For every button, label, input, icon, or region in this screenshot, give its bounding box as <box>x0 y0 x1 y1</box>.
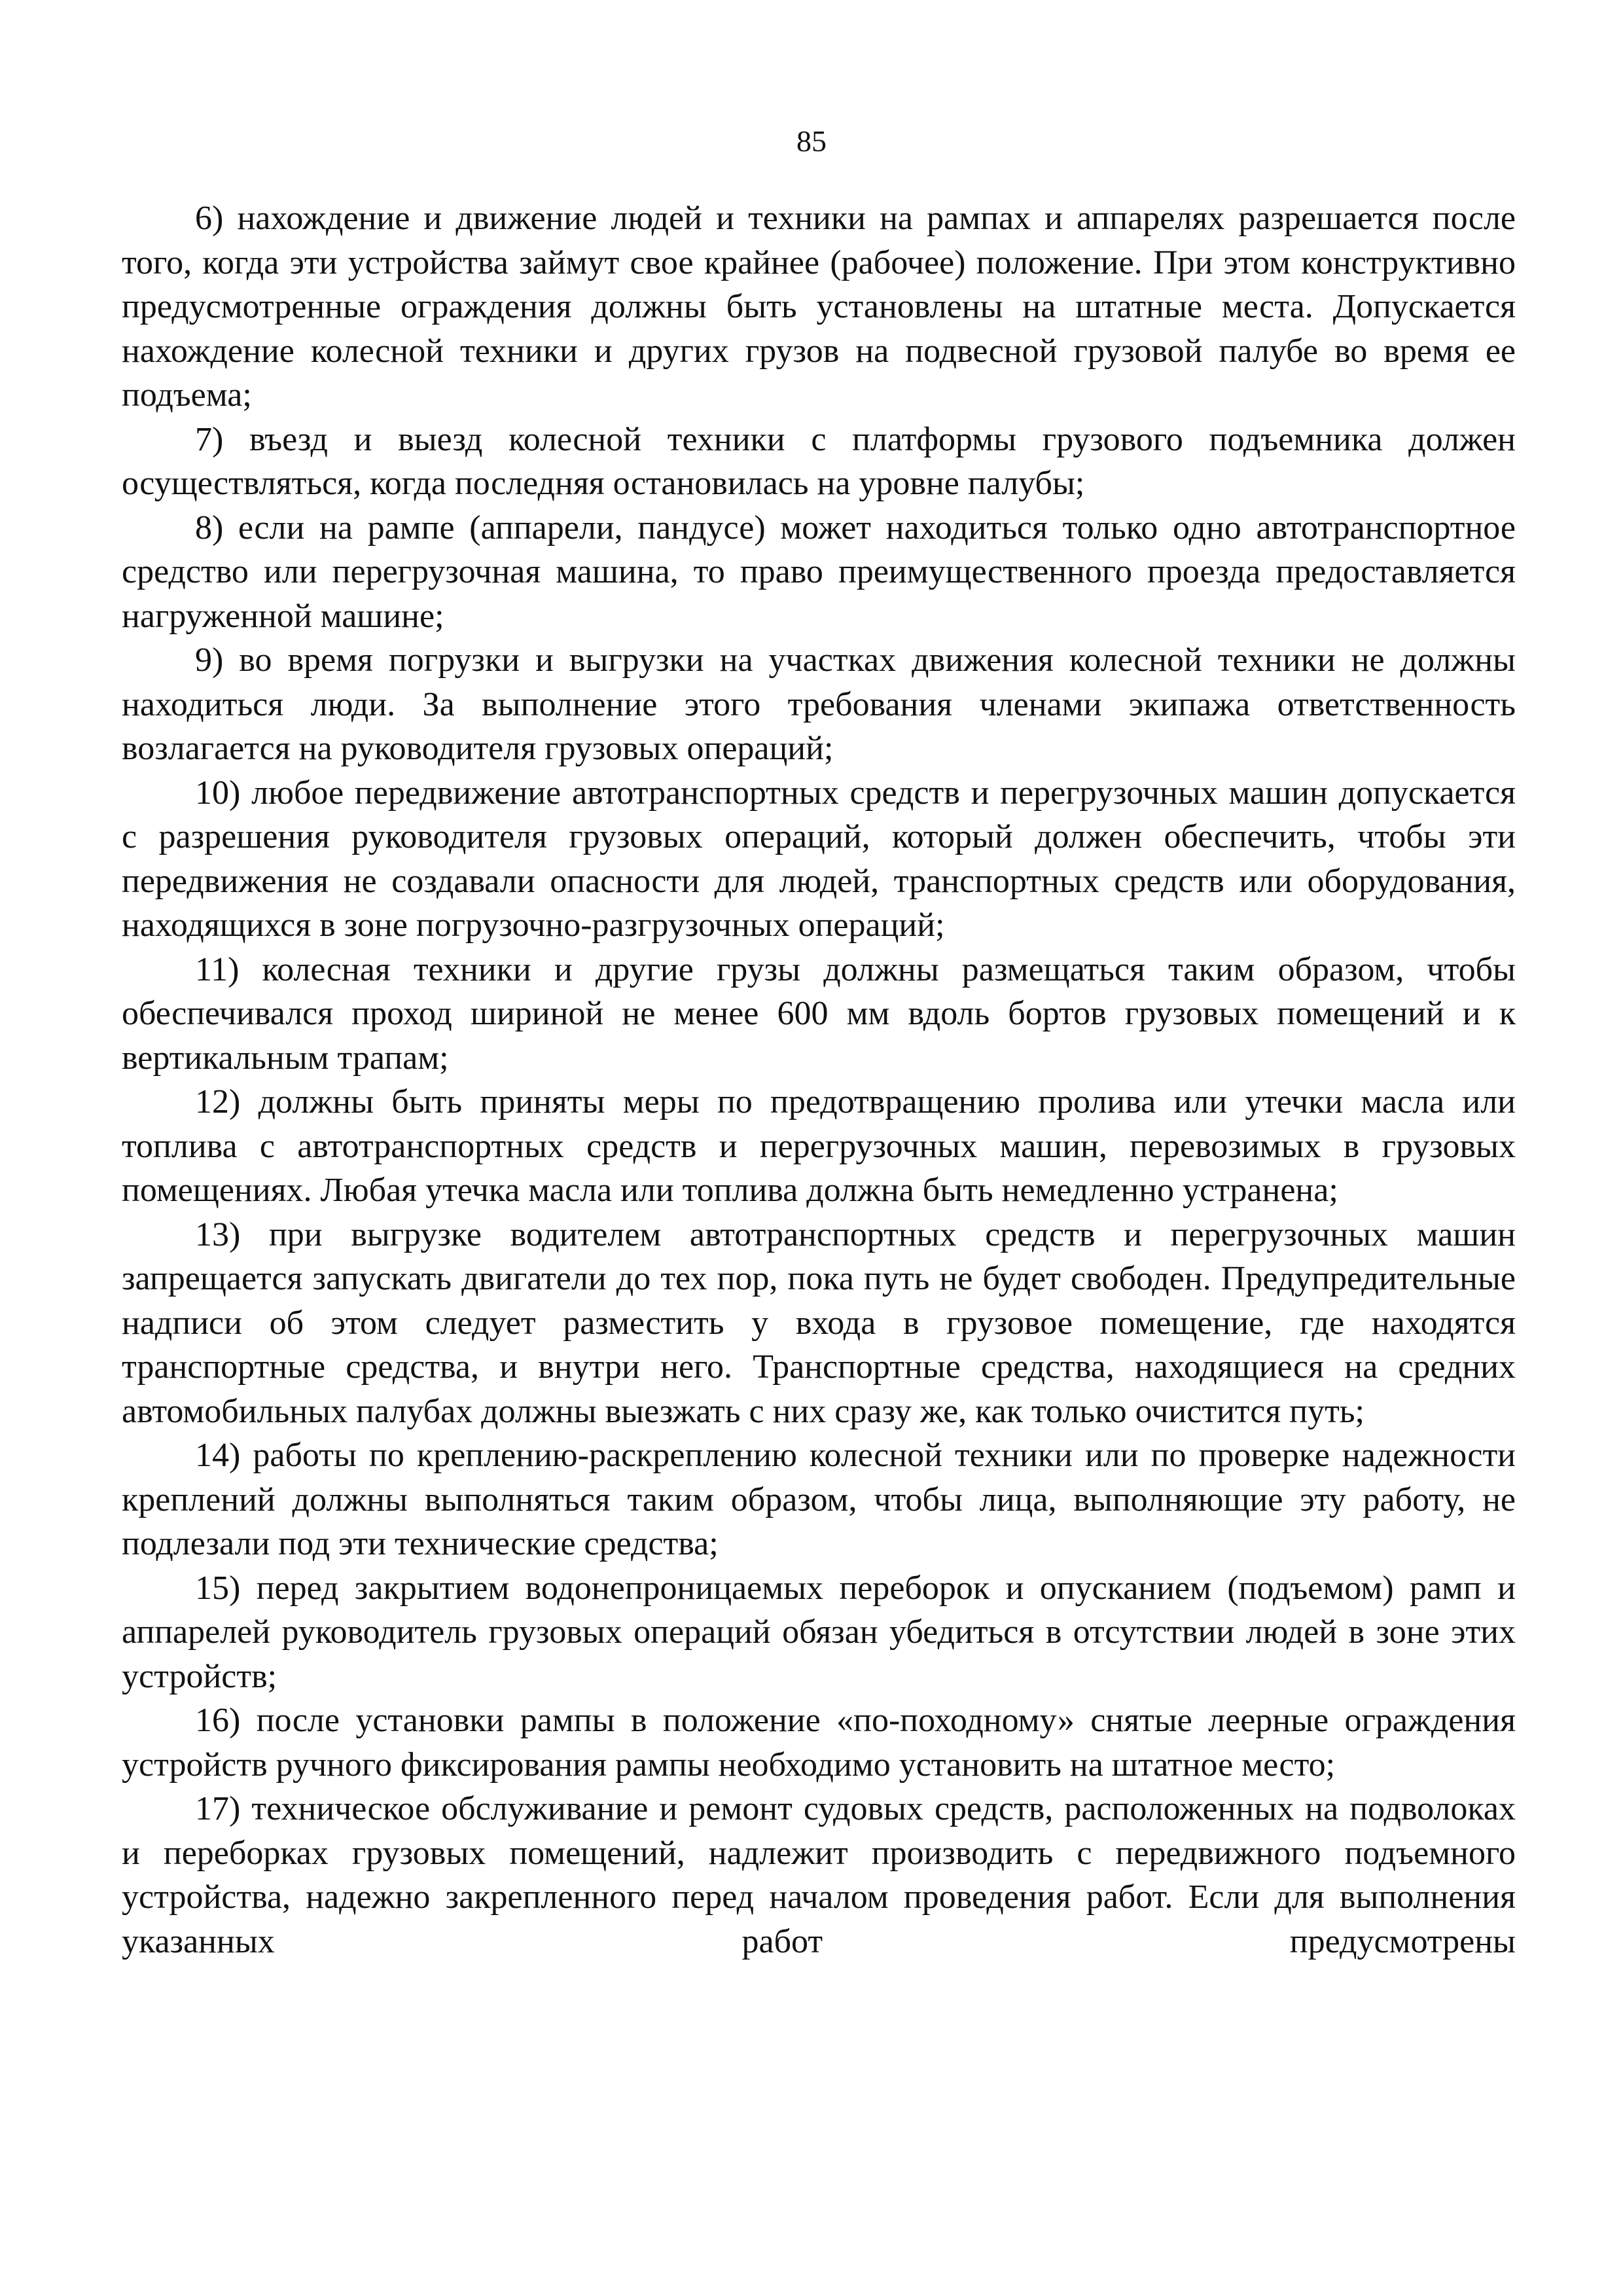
document-body <box>122 196 1516 1964</box>
paragraph-item-16: 16) после установки рампы в положение «по-походному» снятые леерные ограждения устройств ручного фиксирования рампы необходимо установить на штатное место; <box>122 1702 1516 1784</box>
paragraph-item-12: 12) должны быть приняты меры по предотвращению пролива или утечки масла или топлива с автотранспортных средств и перегрузочных машин, перевозимых в грузовых помещениях. Любая утечка масла или топлива должна быть немедленно устранена; <box>122 1083 1516 1209</box>
paragraph-item-8: 8) если на рампе (аппарели, пандусе) может находиться только одно автотранспортное средство или перегрузочная машина, то право преимущественного проезда предоставляется нагруженной машине; <box>122 509 1516 635</box>
paragraph-item-14: 14) работы по креплению-раскреплению колесной техники или по проверке надежности креплений должны выполняться таким образом, чтобы лица, выполняющие эту работу, не подлезали под эти технические средства; <box>122 1437 1516 1562</box>
page-number: 85 <box>796 124 827 158</box>
paragraph-item-6: 6) нахождение и движение людей и техники на рампах и аппарелях разрешается после того, когда эти устройства займут свое крайнее (рабочее) положение. При этом конструктивно предусмотренные ограждения должны быть установлены на штатные места. Допускается нахождение колесной техники и других грузов на подвесной грузовой палубе во время ее подъема; <box>122 200 1516 414</box>
paragraph-item-11: 11) колесная техники и другие грузы должны размещаться таким образом, чтобы обеспечивался проход шириной не менее 600 мм вдоль бортов грузовых помещений и к вертикальным трапам; <box>122 950 1516 1077</box>
paragraph-item-9: 9) во время погрузки и выгрузки на участках движения колесной техники не должны находиться люди. За выполнение этого требования членами экипажа ответственность возлагается на руководителя грузовых операций; <box>122 641 1516 767</box>
paragraph-item-13: 13) при выгрузке водителем автотранспортных средств и перегрузочных машин запрещается запускать двигатели до тех пор, пока путь не будет свободен. Предупредительные надписи об этом следует разместить у входа в грузовое помещение, где находятся транспортные средства, и внутри него. Транспортные средства, находящиеся на средних автомобильных палубах должны выезжать с них сразу же, как только очистится путь; <box>122 1215 1516 1430</box>
paragraph-item-17: 17) техническое обслуживание и ремонт судовых средств, расположенных на подволоках и переборках грузовых помещений, надлежит производить с передвижного подъемного устройства, надежно закрепленного перед началом проведения работ. Если для выполнения указанных работ предусмотрены <box>122 1790 1516 1960</box>
paragraph-item-10: 10) любое передвижение автотранспортных средств и перегрузочных машин допускается с разрешения руководителя грузовых операций, который должен обеспечить, чтобы эти передвижения не создавали опасности для людей, транспортных средств или оборудования, находящихся в зоне погрузочно-разгрузочных операций; <box>122 774 1516 944</box>
paragraph-item-15: 15) перед закрытием водонепроницаемых переборок и опусканием (подъемом) рамп и аппарелей руководитель грузовых операций обязан убедиться в отсутствии людей в зоне этих устройств; <box>122 1569 1516 1695</box>
paragraph-item-7: 7) въезд и выезд колесной техники с платформы грузового подъемника должен осуществляться, когда последняя остановилась на уровне палубы; <box>122 420 1516 502</box>
